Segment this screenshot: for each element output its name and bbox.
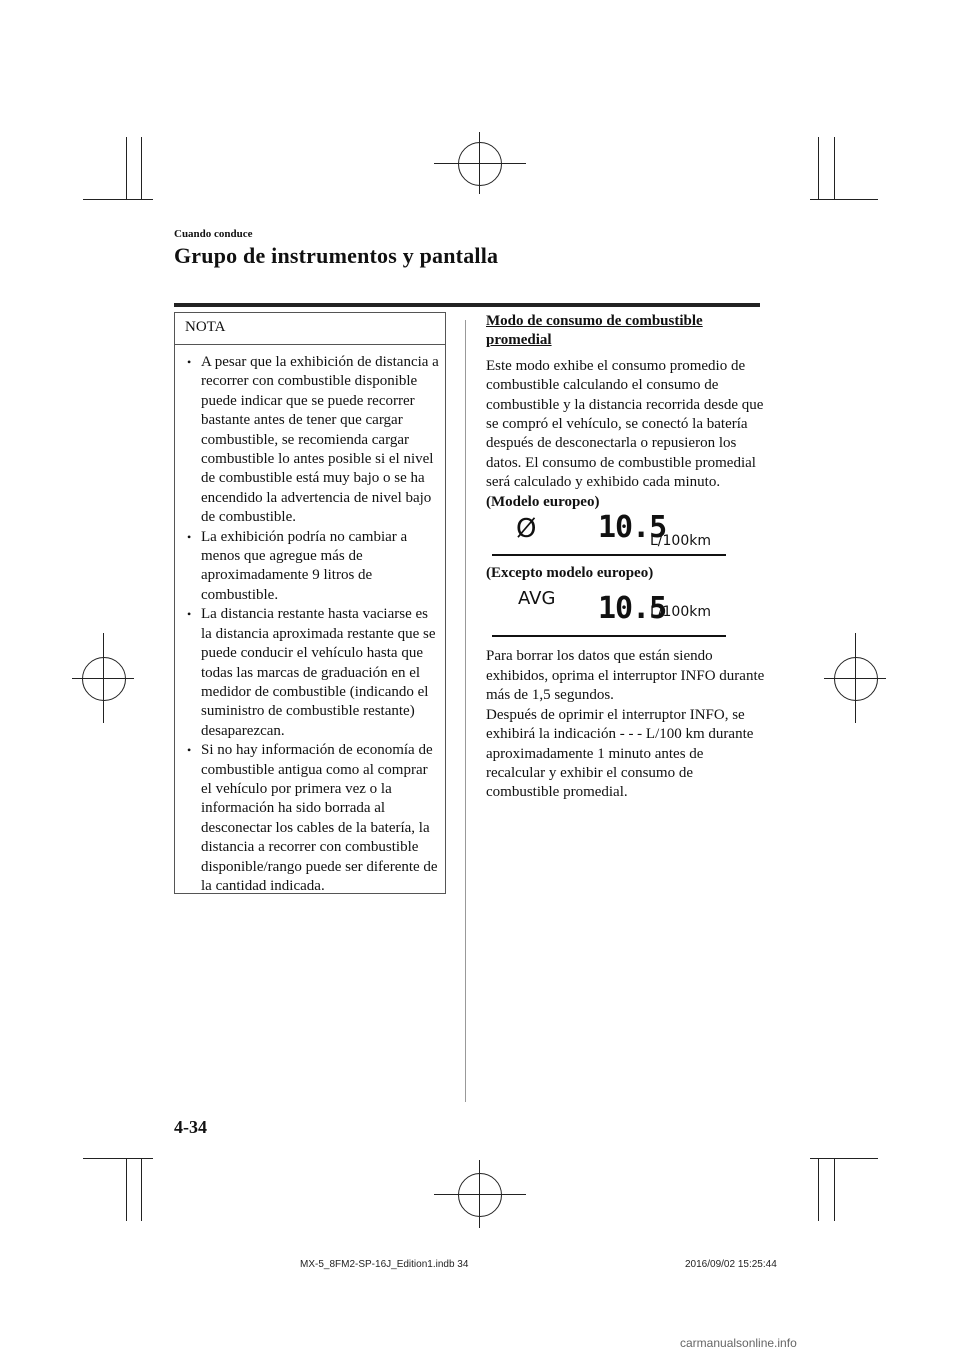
other-model-label: (Excepto modelo europeo) (486, 565, 654, 582)
watermark: carmanualsonline.info (680, 1336, 797, 1350)
main-column (486, 312, 766, 803)
nota-item: • Si no hay información de economía de combustible antigua como al comprar el vehículo por primera vez o la información ha sido borrada al desconectar los cables de la batería, la distancia a recorrer con combustible disponible/rango puede ser diferente de la cantidad indicada. (187, 741, 439, 896)
footer-file: MX-5_8FM2-SP-16J_Edition1.indb 34 (300, 1259, 469, 1270)
fuel-value: 10.5 (598, 591, 667, 627)
nota-item: • La exhibición podría no cambiar a menos que agregue más de aproximadamente 9 litros de combustible. (187, 528, 439, 606)
european-display (486, 510, 726, 556)
body-paragraph: Este modo exhibe el consumo promedio de combustible calculando el consumo de combustible y la distancia recorrida desde que se compró el vehículo, se conectó la batería después de desconectarla o repusieron los datos. El consumo de combustible promedial será calculado y exhibido cada minuto. (486, 357, 764, 491)
nota-item: • A pesar que la exhibición de distancia a recorrer con combustible disponible puede indicar que se puede recorrer bastante antes de tener que cargar combustible, se recomienda cargar combustible lo antes posible si el nivel de combustible está muy bajo o se ha encendido la advertencia de nivel bajo de combustible. (187, 353, 439, 528)
nota-item: • La distancia restante hasta vaciarse es la distancia aproximada restante que se puede conducir el vehículo hasta que todas las marcas de graduación en el medidor de combustible (indicando el suministro de combustible restante) desaparezcan. (187, 605, 439, 741)
european-model-label: (Modelo europeo) (486, 493, 600, 510)
fuel-unit: L/100km (650, 533, 711, 550)
avg-label: AVG (518, 588, 556, 610)
column-divider (465, 320, 466, 1102)
average-symbol-icon: Ø (516, 514, 537, 545)
nota-header (175, 313, 445, 345)
fuel-unit: L/100km (650, 604, 711, 621)
nota-box (174, 312, 446, 894)
fuel-value: 10.5 (598, 510, 667, 546)
footer-timestamp: 2016/09/02 15:25:44 (685, 1259, 777, 1270)
page-number: 4-34 (174, 1117, 207, 1137)
section-label: Cuando conduce (174, 228, 253, 240)
section-heading: Modo de consumo de combustible promedial (486, 313, 703, 349)
body-paragraph: Para borrar los datos que están siendo exhibidos, oprima el interruptor INFO durante más de 1,5 segundos. (486, 648, 765, 704)
nota-list (187, 353, 439, 896)
display-baseline (492, 554, 726, 556)
display-baseline (492, 635, 726, 637)
title-rule (174, 303, 760, 307)
nota-title: NOTA (185, 319, 226, 335)
page-title: Grupo de instrumentos y pantalla (174, 243, 499, 268)
other-display (486, 589, 726, 637)
body-paragraph: Después de oprimir el interruptor INFO, se exhibirá la indicación - - - L/100 km durante aproximadamente 1 minuto antes de recalcular y exhibir el consumo de combustible promedial. (486, 706, 754, 801)
